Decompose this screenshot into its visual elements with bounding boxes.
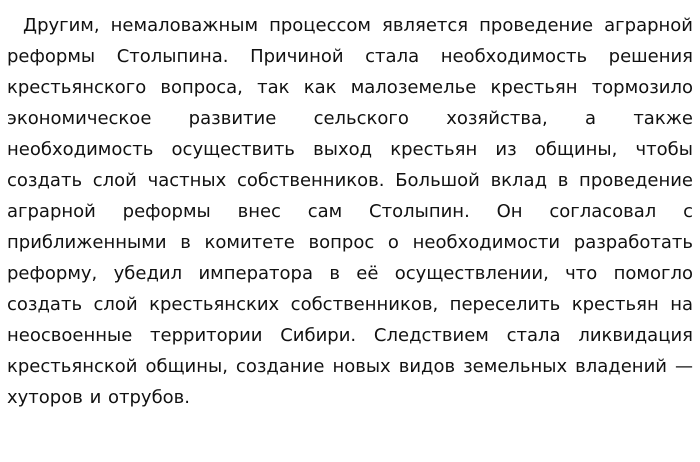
body-paragraph: Другим, немаловажным процессом является проведение аграрной реформы Столыпина. Причиной стала необходимость решения крестьянского вопроса, так как малоземелье крестьян тормозило экономическое развитие сельского хозяйства, а также необходимость осуществить выход крестьян из общины, чтобы создать слой частных собственников. Большой вклад в проведение аграрной реформы внес сам Столыпин. Он согласовал с приближенными в комитете вопрос о необходимости разработать реформу, убедил императора в её осуществлении, что помогло создать слой крестьянских собственников, переселить крестьян на неосвоенные территории Сибири. Следствием стала ликвидация крестьянской общины, создание новых видов земельных владений — хуторов и отрубов. — [7, 15, 693, 408]
